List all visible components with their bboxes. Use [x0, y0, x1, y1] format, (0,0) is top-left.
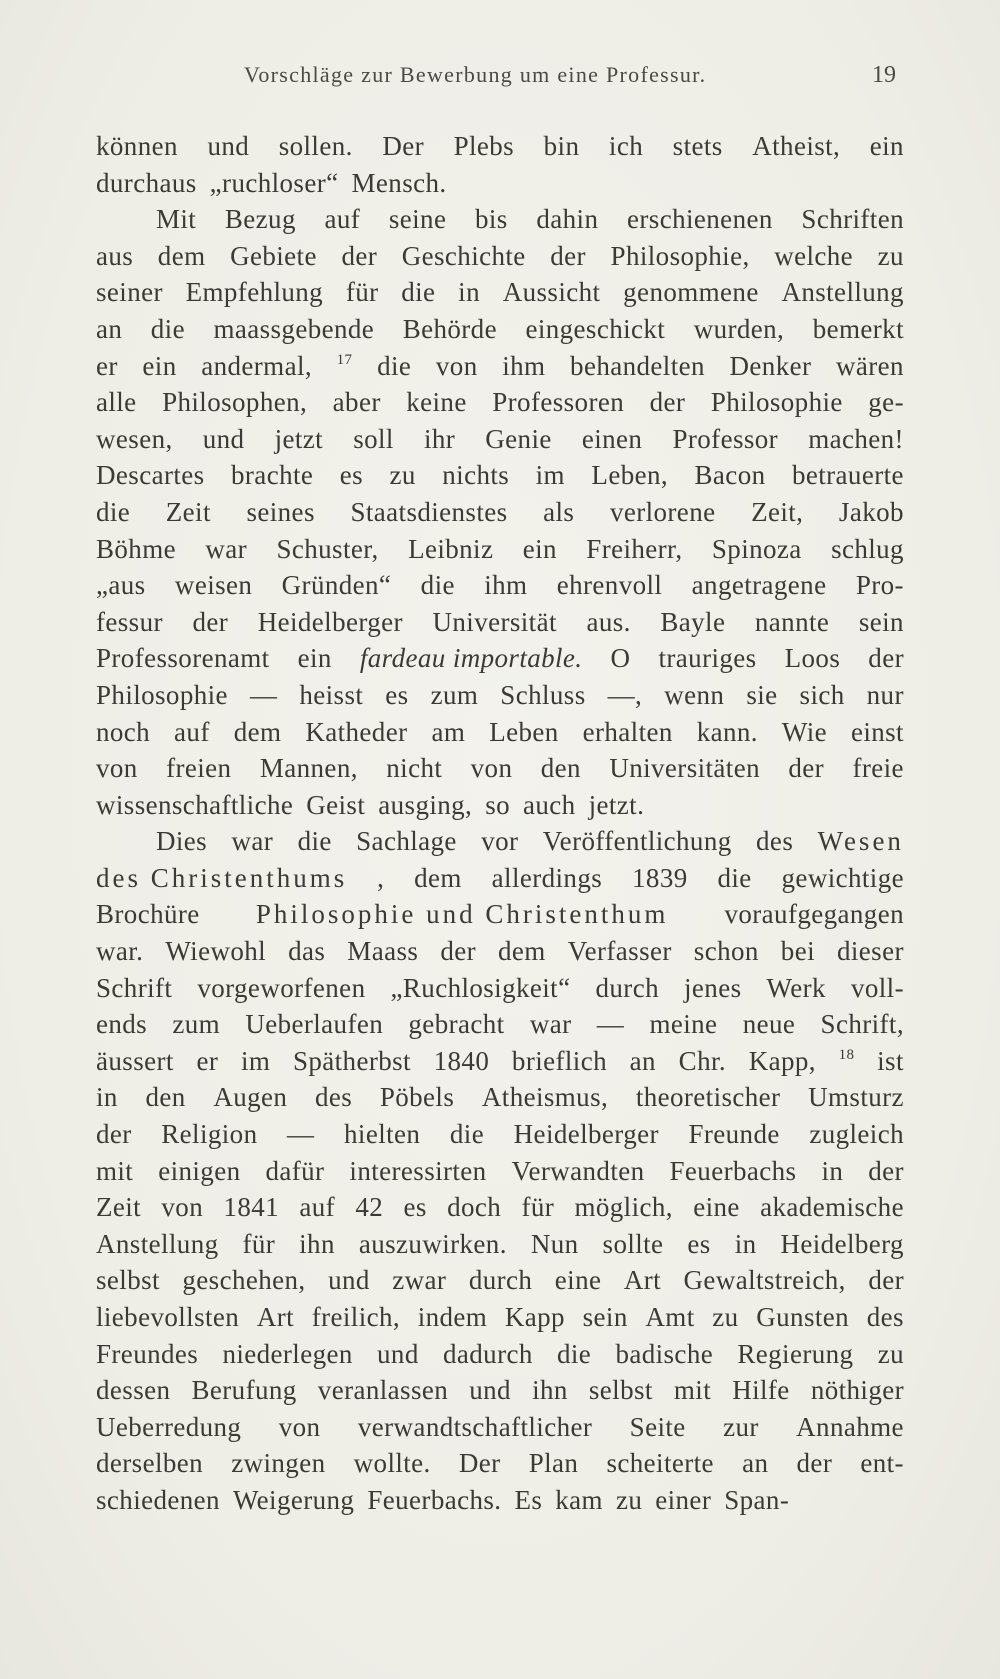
text-line: wissenschaftliche Geist ausging, so auch jetzt.: [96, 789, 645, 820]
text-line: Zeit von 1841 auf 42 es doch für möglich, eine akademische: [96, 1192, 904, 1223]
text-line: des Christenthums , dem allerdings 1839 die gewichtige: [96, 862, 904, 893]
text-line: schiedenen Weigerung Feuerbachs. Es kam zu einer Span-: [96, 1484, 790, 1515]
text-line: wesen, und jetzt soll ihr Genie einen Professor machen!: [96, 423, 904, 454]
text-line: Schrift vorgeworfenen „Ruchlosigkeit“ durch jenes Werk voll-: [96, 972, 904, 1003]
text-line: mit einigen dafür interessirten Verwandten Feuerbachs in der: [96, 1155, 904, 1186]
text-line: Descartes brachte es zu nichts im Leben, Bacon betrauerte: [96, 460, 904, 491]
text-line: Böhme war Schuster, Leibniz ein Freiherr, Spinoza schlug: [96, 533, 904, 564]
text-line: an die maassgebende Behörde eingeschickt wurden, bemerkt: [96, 313, 904, 344]
text-line: können und sollen. Der Plebs bin ich stets Atheist, ein: [96, 131, 904, 161]
text-line: der Religion — hielten die Heidelberger Freunde zugleich: [96, 1119, 904, 1150]
text-line: Anstellung für ihn auszuwirken. Nun sollte es in Heidelberg: [96, 1228, 904, 1259]
text-line: Dies war die Sachlage vor Veröffentlichung des Wesen: [156, 826, 904, 857]
text-line: Freundes niederlegen und dadurch die badische Regierung zu: [96, 1338, 904, 1369]
text-line: Ueberredung von verwandtschaftlicher Seite zur Annahme: [96, 1411, 904, 1442]
text-line: Philosophie — heisst es zum Schluss —, wenn sie sich nur: [96, 679, 904, 710]
text-line: äussert er im Spätherbst 1840 brieflich an Chr. Kapp, $^{18}$ ist: [96, 1045, 904, 1076]
text-line: seiner Empfehlung für die in Aussicht genommene Anstellung: [96, 277, 904, 308]
text-line: derselben zwingen wollte. Der Plan scheiterte an der ent-: [96, 1448, 904, 1479]
text-line: Mit Bezug auf seine bis dahin erschienenen Schriften: [156, 204, 904, 235]
text-line: Brochüre Philosophie und Christenthum voraufgegangen: [96, 899, 904, 930]
page-number: 19: [872, 62, 896, 88]
text-line: war. Wiewohl das Maass der dem Verfasser schon bei dieser: [96, 936, 904, 967]
text-line: dessen Berufung veranlassen und ihn selbst mit Hilfe nöthiger: [96, 1375, 904, 1406]
text-line: aus dem Gebiete der Geschichte der Philosophie, welche zu: [96, 240, 904, 271]
text-line: die Zeit seines Staatsdienstes als verlorene Zeit, Jakob: [96, 496, 904, 527]
text-line: fessur der Heidelberger Universität aus. Bayle nannte sein: [96, 606, 904, 637]
text-line: in den Augen des Pöbels Atheismus, theoretischer Umsturz: [96, 1082, 904, 1113]
text-line: liebevollsten Art freilich, indem Kapp sein Amt zu Gunsten des: [96, 1302, 904, 1332]
text-line: durchaus „ruchloser“ Mensch.: [96, 167, 447, 198]
text-line: selbst geschehen, und zwar durch eine Art Gewaltstreich, der: [96, 1265, 904, 1296]
running-head: [96, 62, 896, 98]
text-line: er ein andermal, $^{17}$ die von ihm behandelten Denker wären: [96, 350, 904, 381]
text-line: ends zum Ueberlaufen gebracht war — meine neue Schrift,: [96, 1009, 904, 1040]
text-line: alle Philosophen, aber keine Professoren der Philosophie ge-: [96, 387, 904, 418]
text-line: noch auf dem Katheder am Leben erhalten kann. Wie einst: [96, 716, 904, 747]
body-text: [96, 128, 904, 1519]
text-line: von freien Mannen, nicht von den Universitäten der freie: [96, 753, 904, 784]
running-title: Vorschläge zur Bewerbung um eine Professur.: [244, 62, 707, 87]
text-line: Professorenamt ein fardeau importable. O trauriges Loos der: [96, 643, 904, 674]
text-line: „aus weisen Gründen“ die ihm ehrenvoll angetragene Pro-: [96, 570, 904, 601]
